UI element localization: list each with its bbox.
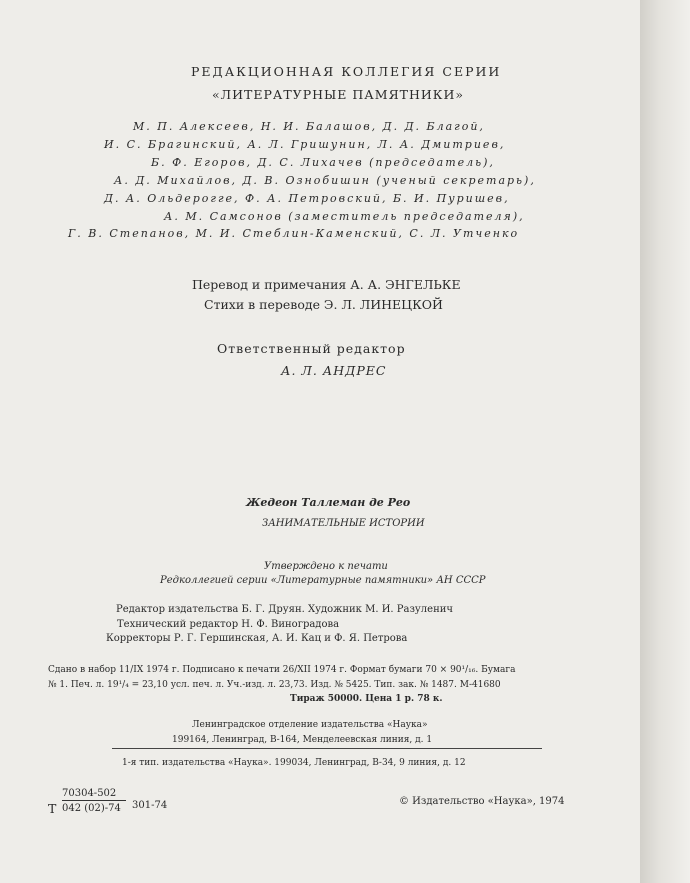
catalog-prefix: Т: [48, 801, 57, 816]
book-title: ЗАНИМАТЕЛЬНЫЕ ИСТОРИИ: [262, 518, 425, 529]
responsible-editor-label: Ответственный редактор: [217, 341, 406, 356]
approval-body: Редколлегией серии «Литературные памятники» АН СССР: [160, 575, 486, 586]
book-author: Жедеон Таллеман де Рео: [246, 496, 411, 509]
printer-line: 1-я тип. издательства «Наука». 199034, Ленинград, В-34, 9 линия, д. 12: [122, 758, 466, 768]
divider-rule: [112, 748, 542, 749]
technical-editor-line: Технический редактор Н. Ф. Виноградова: [117, 619, 340, 630]
catalog-denominator: 042 (02)-74: [62, 803, 121, 814]
board-member-line: А. Д. Михайлов, Д. В. Ознобишин (ученый секретарь),: [114, 174, 536, 187]
publisher-name: Ленинградское отделение издательства «Наука»: [192, 720, 428, 730]
series-title: «ЛИТЕРАТУРНЫЕ ПАМЯТНИКИ»: [212, 87, 465, 102]
page-edge: [640, 0, 690, 883]
board-member-line: М. П. Алексеев, Н. И. Балашов, Д. Д. Благой,: [133, 120, 485, 133]
catalog-suffix: 301-74: [132, 800, 168, 811]
publisher-editor-line: Редактор издательства Б. Г. Друян. Художник М. И. Разуленич: [116, 604, 454, 615]
translation-credit: Перевод и примечания А. А. ЭНГЕЛЬКЕ: [192, 277, 461, 292]
approval-line: Утверждено к печати: [264, 561, 388, 572]
catalog-numerator: 70304-502: [62, 788, 117, 799]
board-member-line: И. С. Брагинский, А. Л. Гришунин, Л. А. Дмитриев,: [104, 138, 506, 151]
board-member-line: Г. В. Степанов, М. И. Стеблин-Каменский, С. Л. Утченко: [68, 227, 520, 240]
publisher-address: 199164, Ленинград, В-164, Менделеевская линия, д. 1: [172, 735, 433, 745]
responsible-editor-name: А. Л. АНДРЕС: [281, 363, 387, 378]
board-member-line: А. М. Самсонов (заместитель председателя),: [164, 210, 525, 223]
board-member-line: Б. Ф. Егоров, Д. С. Лихачев (председатель),: [151, 156, 495, 169]
fraction-bar: [62, 800, 126, 801]
board-member-line: Д. А. Ольдерогге, Ф. А. Петровский, Б. И. Пуришев,: [104, 192, 510, 205]
imprint-line: № 1. Печ. л. 19¹/₄ = 23,10 усл. печ. л. Уч.-изд. л. 23,73. Изд. № 5425. Тип. зак. № 1487. М-41680: [48, 680, 501, 690]
board-heading: РЕДАКЦИОННАЯ КОЛЛЕГИЯ СЕРИИ: [191, 64, 502, 79]
imprint-line: Сдано в набор 11/IX 1974 г. Подписано к печати 26/XII 1974 г. Формат бумаги 70 × 90¹/₁₆. Бумага: [48, 665, 516, 675]
verse-translation-credit: Стихи в переводе Э. Л. ЛИНЕЦКОЙ: [204, 297, 443, 312]
proofreaders-line: Корректоры Р. Г. Гершинская, А. И. Кац и Ф. Я. Петрова: [106, 633, 408, 644]
print-run-price: Тираж 50000. Цена 1 р. 78 к.: [290, 694, 443, 704]
copyright-notice: © Издательство «Наука», 1974: [399, 796, 565, 807]
